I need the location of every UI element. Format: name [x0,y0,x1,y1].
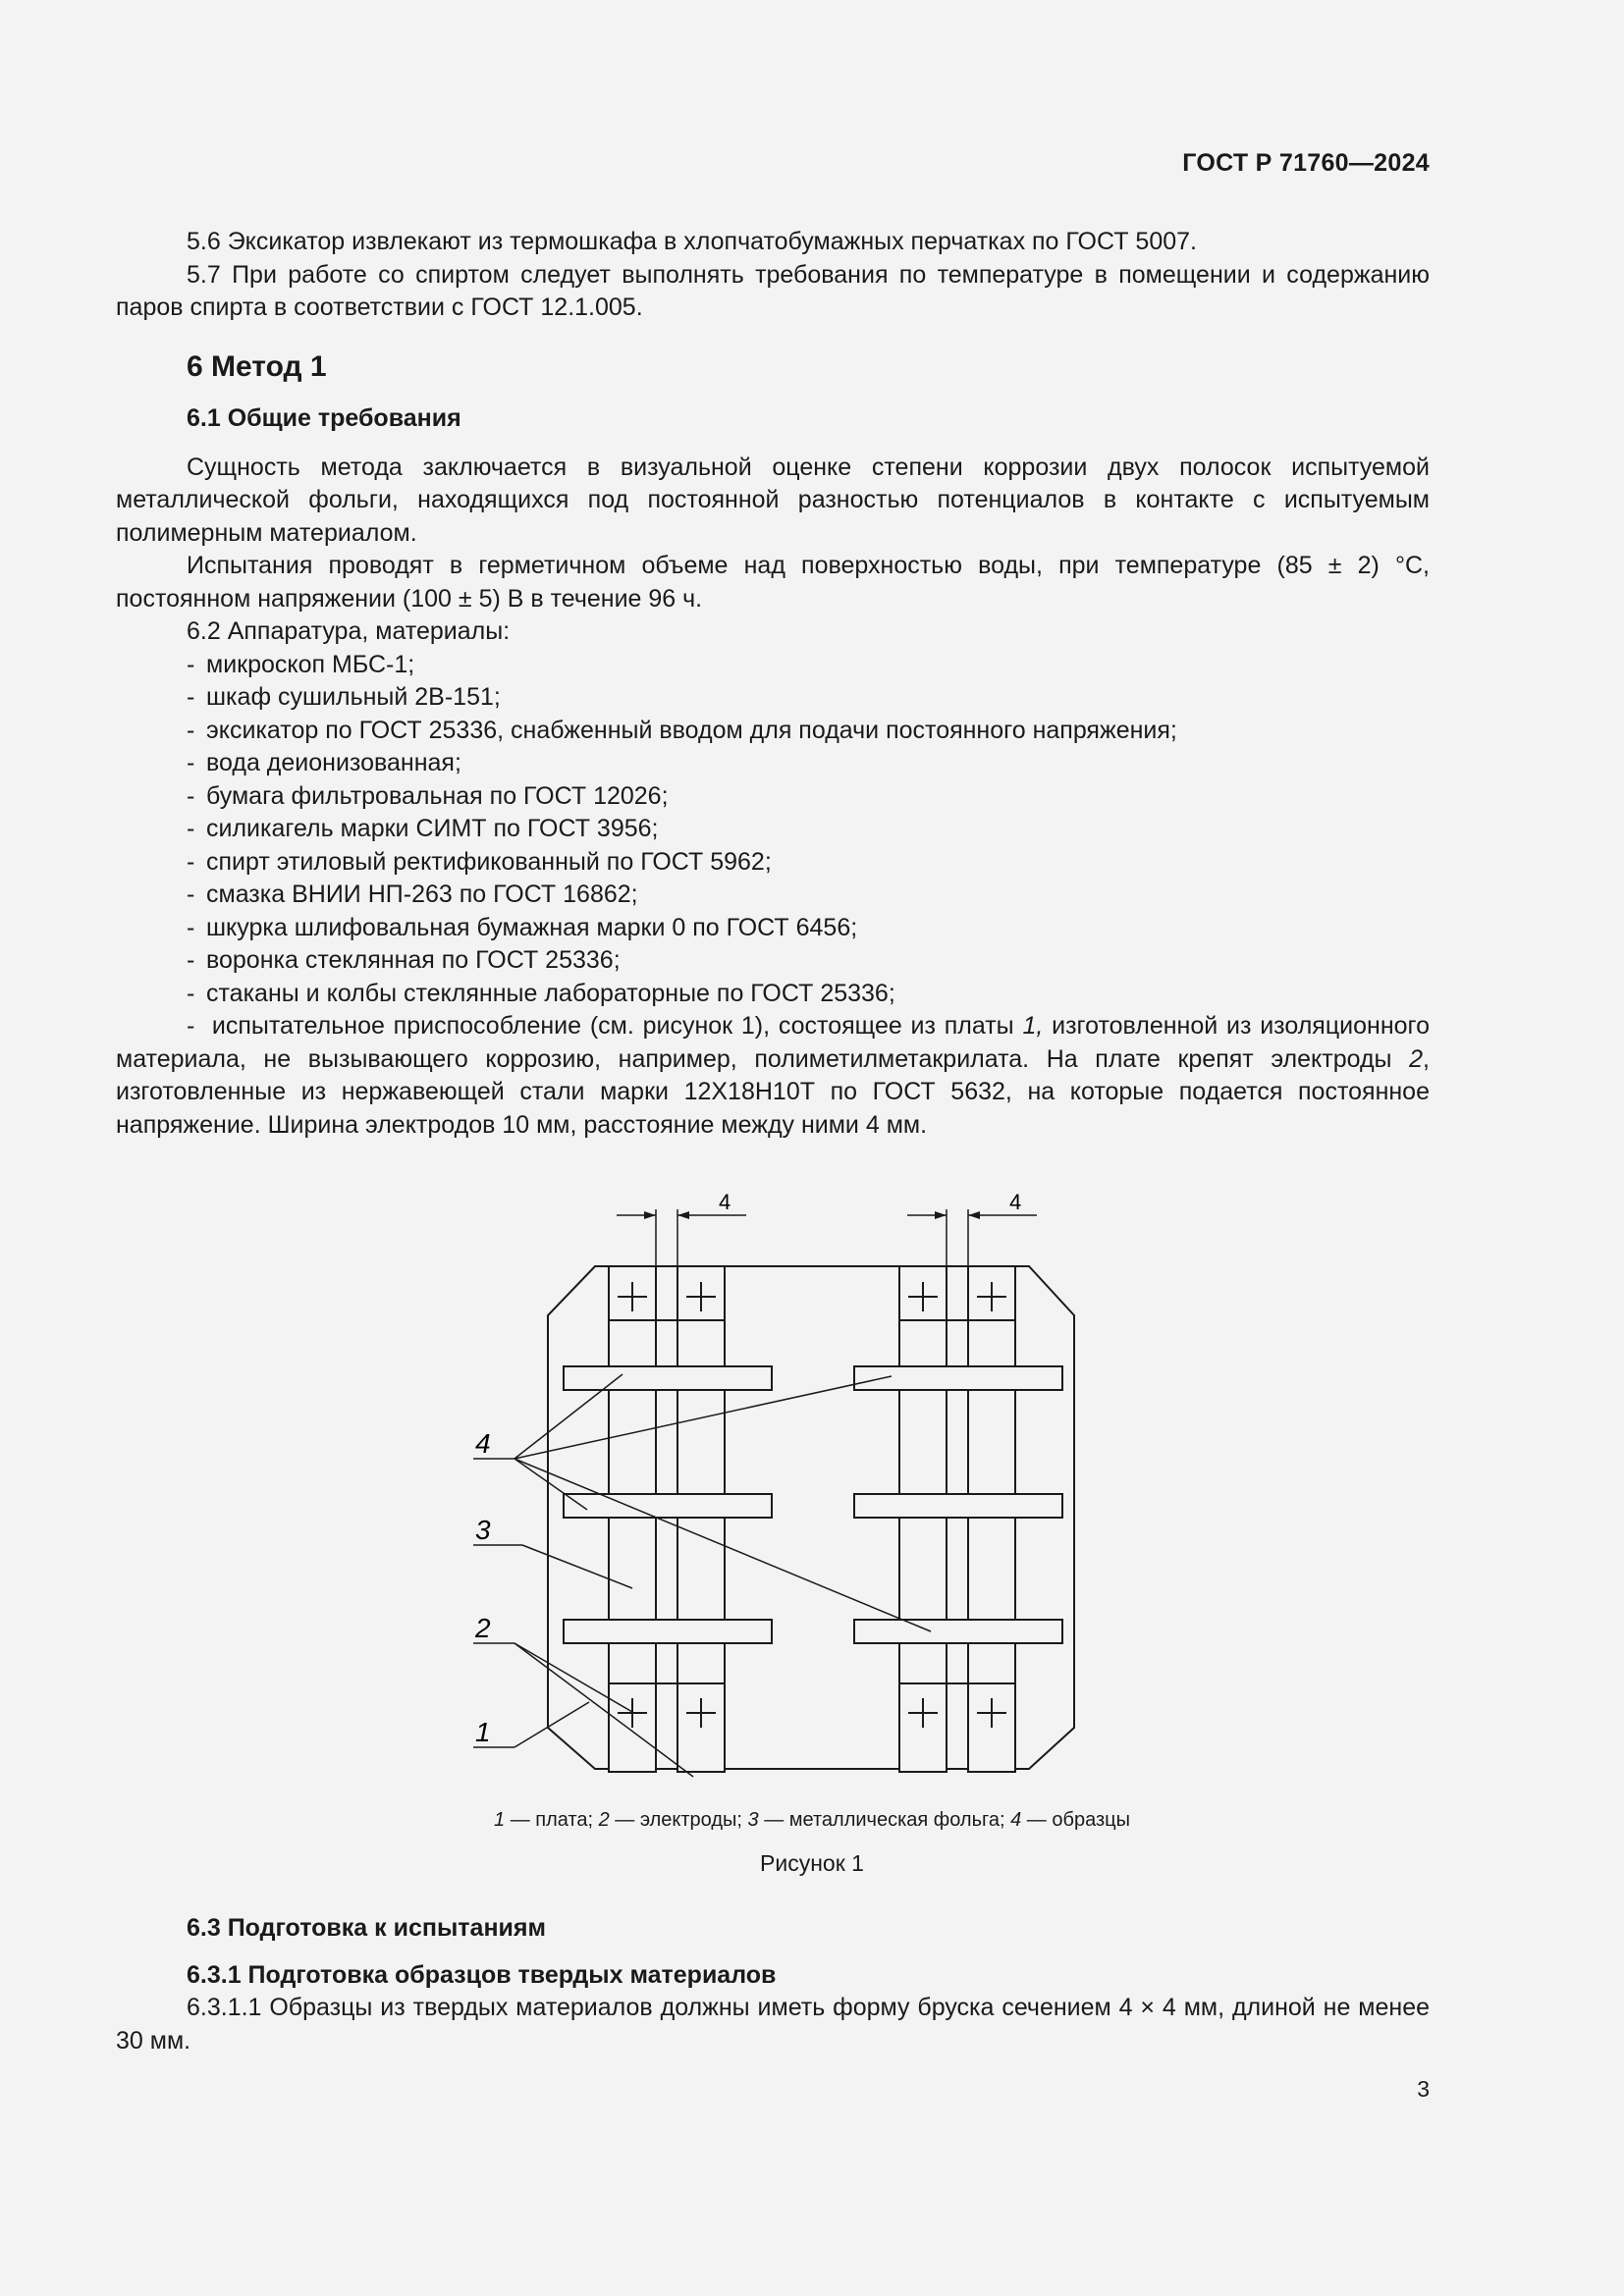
sample-bar [564,1366,772,1390]
list-dash: - [187,749,195,776]
list-dash: - [187,881,195,908]
list-item [116,681,1430,715]
figure-caption: Рисунок 1 [760,1850,864,1876]
list-dash: - [187,683,195,711]
list-item [116,649,1430,682]
list-dash: - [187,979,195,1007]
list-item [116,813,1430,846]
document-id: ГОСТ Р 71760—2024 [1182,149,1430,177]
sample-bar [854,1620,1062,1643]
list-item-text: бумага фильтровальная по ГОСТ 12026; [206,781,669,810]
list-item [116,944,1430,978]
paragraph-6-1-conditions: Испытания проводят в герметичном объеме над поверхностью воды, при температуре (85 ± 2) °С, постоянном напряжении (100 ± 5) В в течение 96 ч. [116,552,1430,613]
section-6-1-heading: 6.1 Общие требования [187,404,461,432]
list-item-text: шкурка шлифовальная бумажная марки 0 по ГОСТ 6456; [206,913,858,941]
list-dash: - [187,913,195,941]
sample-bar [854,1494,1062,1518]
electrode-left-2 [677,1266,725,1772]
list-item [116,879,1430,912]
list-item-text: силикагель марки СИМТ по ГОСТ 3956; [206,815,659,842]
list-dash: - [187,1012,212,1040]
paragraph-5-7: 5.7 При работе со спиртом следует выполнять требования по температуре в помещении и содержанию паров спирта в соответствии с ГОСТ 12.1.005. [116,260,1430,321]
list-item [116,747,1430,780]
paragraph-6-3-1-1: 6.3.1.1 Образцы из твердых материалов должны иметь форму бруска сечением 4 × 4 мм, длиной не менее 30 мм. [116,1994,1430,2055]
section-6-heading: 6 Метод 1 [187,349,327,383]
list-item [116,780,1430,814]
sample-bar [564,1494,772,1518]
list-item [116,846,1430,880]
list-dash: - [187,815,195,842]
list-dash: - [187,650,195,678]
callout-4: 4 [475,1428,491,1459]
dimension-label-left: 4 [719,1190,731,1214]
body-text-top [116,226,1430,1142]
section-6-3 [116,1912,1430,2057]
paragraph-5-6: 5.6 Эксикатор извлекают из термошкафа в хлопчатобумажных перчатках по ГОСТ 5007. [187,228,1197,255]
list-dash: - [187,716,195,744]
dimension-label-right: 4 [1009,1190,1022,1214]
list-item-text: воронка стеклянная по ГОСТ 25336; [206,946,621,974]
figure-legend: 1 — плата; 2 — электроды; 3 — металлическая фольга; 4 — образцы [494,1809,1130,1831]
list-item-text: спирт этиловый ректификованный по ГОСТ 5962; [206,847,772,876]
list-item-text: шкаф сушильный 2В-151; [206,683,501,711]
list-dash: - [187,781,195,810]
list-item-text: смазка ВНИИ НП-263 по ГОСТ 16862; [206,881,638,908]
list-item [116,978,1430,1011]
section-6-3-heading: 6.3 Подготовка к испытаниям [187,1914,547,1942]
list-item-text: микроскоп МБС-1; [206,650,415,678]
equipment-list [116,649,1430,1011]
page-number: 3 [1417,2076,1430,2102]
list-item [116,715,1430,748]
section-6-3-1-heading: 6.3.1 Подготовка образцов твердых материалов [187,1960,777,1989]
electrode-left-1 [609,1266,656,1772]
callout-3: 3 [475,1515,491,1545]
electrode-right-1 [899,1266,947,1772]
callout-2: 2 [475,1613,491,1643]
figure-1-test-fixture [461,1188,1090,1796]
paragraph-6-1-essence: Сущность метода заключается в визуальной оценке степени коррозии двух полосок испытуемой металлической фольги, находящихся под постоянной разностью потенциалов в контакте с испытуемым полимерным материалом. [116,453,1430,547]
ref-electrodes: 2 [1409,1044,1424,1073]
list-item-test-fixture: - испытательное приспособление (см. рисунок 1), состоящее из платы 1, изготовленной из изоляционного материала, не вызывающего коррозию, например, полиметилметакрилата. На плате крепят электроды 2, изготовленные из нержавеющей стали марки 12Х18Н10Т по ГОСТ 5632, на которые подается постоянное напряжение. Ширина электродов 10 мм, расстояние между ними 4 мм. [116,1012,1431,1139]
list-item-text: вода деионизованная; [206,749,461,776]
list-item-text: эксикатор по ГОСТ 25336, снабженный вводом для подачи постоянного напряжения; [206,716,1177,744]
list-item-text: стаканы и колбы стеклянные лабораторные по ГОСТ 25336; [206,979,895,1007]
list-item [116,912,1430,945]
paragraph-6-2: 6.2 Аппаратура, материалы: [187,617,511,645]
list-dash: - [187,847,195,876]
electrode-right-2 [968,1266,1015,1772]
ref-plate: 1, [1022,1012,1044,1040]
list-dash: - [187,946,195,974]
sample-bar [564,1620,772,1643]
callout-1: 1 [475,1717,491,1747]
